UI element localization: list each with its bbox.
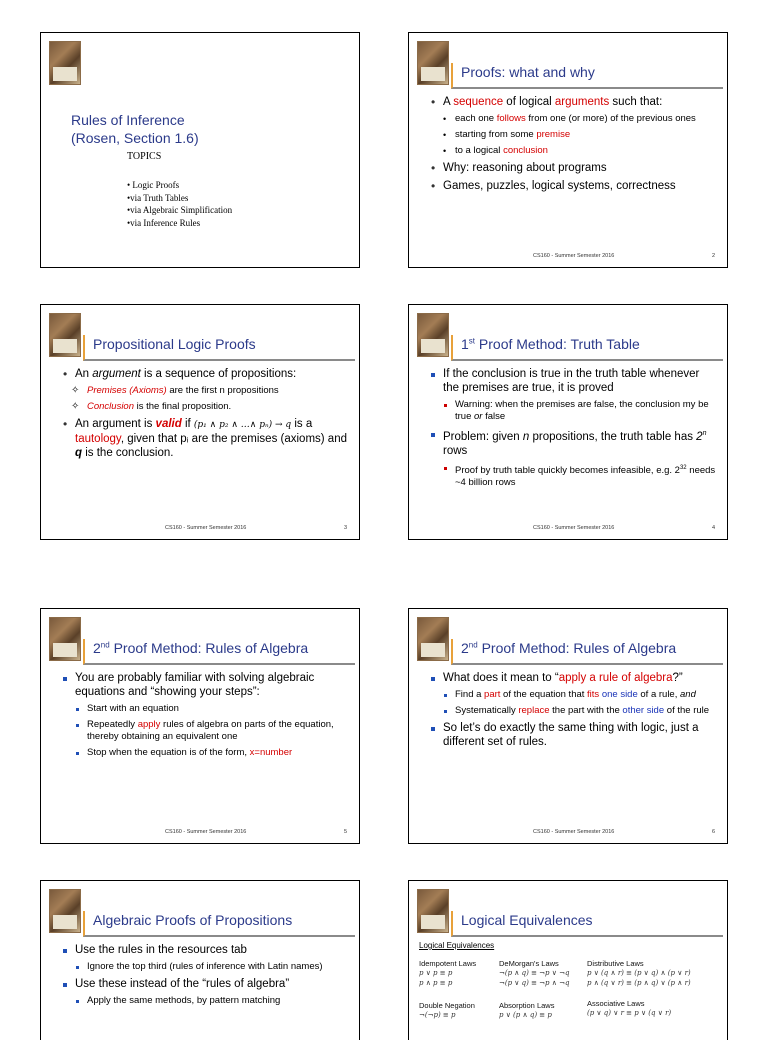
law-heading: Associative Laws [587, 999, 645, 1008]
book-logo-icon [49, 889, 81, 933]
slide-title [71, 111, 199, 147]
slide-footer [41, 829, 359, 839]
law-line: ¬(p ∧ q) ≡ ¬p ∨ ¬q [499, 969, 570, 977]
bullet: What does it mean to “apply a rule of algebra?” [429, 671, 717, 685]
list-item: •via Truth Tables [127, 192, 189, 203]
slide-title: Proofs: what and why [461, 64, 595, 80]
book-logo-icon [417, 41, 449, 85]
slide-footer [409, 253, 727, 263]
sub-bullet: Stop when the equation is of the form, x=number [61, 747, 349, 759]
title-line: Rules of Inference [71, 112, 185, 128]
law-block [587, 959, 691, 988]
footer-course: CS160 - Summer Semester 2016 [165, 525, 247, 531]
slide-number: 4 [711, 525, 715, 531]
slide-body [61, 943, 349, 1011]
slide-7 [40, 880, 360, 1040]
slide-3 [40, 304, 360, 540]
bullet: Problem: given n propositions, the truth table has 2$^n$ rows [429, 427, 717, 458]
bullet: Use these instead of the “rules of algebra” [61, 977, 349, 991]
slide-title: 2nd Proof Method: Rules of Algebra [93, 640, 309, 656]
slide-title: 1st Proof Method: Truth Table [461, 336, 640, 352]
sub-bullet: Apply the same methods, by pattern matching [61, 995, 349, 1007]
slide-body [61, 671, 349, 763]
sub-bullet: Ignore the top third (rules of inference with Latin names) [61, 961, 349, 973]
law-line: p ∨ p ≡ p [419, 969, 453, 977]
footer-course: CS160 - Summer Semester 2016 [533, 525, 615, 531]
sub-bullet: Repeatedly apply rules of algebra on parts of the equation, thereby obtaining an equivalent one [61, 719, 349, 743]
slide-1 [40, 32, 360, 268]
slide-5 [40, 608, 360, 844]
footer-course: CS160 - Summer Semester 2016 [533, 253, 615, 259]
footer-course: CS160 - Summer Semester 2016 [165, 829, 247, 835]
book-logo-icon [49, 617, 81, 661]
slide-number: 6 [711, 829, 715, 835]
slide-number: 2 [711, 253, 715, 259]
bullet: If the conclusion is true in the truth table whenever the premises are true, it is proved [429, 367, 717, 395]
law-block [499, 959, 569, 988]
slide-footer [409, 525, 727, 535]
book-logo-icon [49, 313, 81, 357]
slide-footer [41, 525, 359, 535]
law-heading: DeMorgan's Laws [499, 959, 559, 968]
bullet: • A sequence of logical arguments such that: [429, 95, 717, 109]
list-item: • Logic Proofs [127, 180, 180, 190]
bullet: Use the rules in the resources tab [61, 943, 349, 957]
slide-8 [408, 880, 728, 1040]
slide-title: Propositional Logic Proofs [93, 336, 256, 352]
sub-bullet: Systematically replace the part with the other side of the rule [429, 705, 717, 717]
list-item: •via Inference Rules [127, 217, 201, 228]
law-heading: Idempotent Laws [419, 959, 477, 968]
slide-body [429, 95, 717, 197]
bullet: So let’s do exactly the same thing with logic, just a different set of rules. [429, 721, 717, 749]
law-line: p ∨ (q ∧ r) ≡ (p ∨ q) ∧ (p ∨ r) [587, 969, 691, 977]
sub-bullet: ✧ Premises (Axioms) are the first n propositions [61, 385, 349, 397]
slide-4 [408, 304, 728, 540]
slide-footer [409, 829, 727, 839]
slide-body [429, 367, 717, 493]
sub-bullet: • starting from some premise [429, 129, 717, 141]
law-block [419, 959, 476, 988]
slide-title: Algebraic Proofs of Propositions [93, 912, 293, 928]
book-logo-icon [417, 889, 449, 933]
sub-bullet: Start with an equation [61, 703, 349, 715]
sub-bullet: • to a logical conclusion [429, 145, 717, 157]
slide-title: Logical Equivalences [461, 912, 593, 928]
footer-course: CS160 - Summer Semester 2016 [533, 829, 615, 835]
topics-list [127, 179, 232, 229]
bullet: • Why: reasoning about programs [429, 161, 717, 175]
law-line: p ∨ (p ∧ q) ≡ p [499, 1011, 552, 1019]
slide-6 [408, 608, 728, 844]
law-line: ¬(¬p) ≡ p [419, 1011, 456, 1019]
bullet: • An argument is a sequence of propositions: [61, 367, 349, 381]
book-logo-icon [417, 313, 449, 357]
sub-bullet: ✧ Conclusion is the final proposition. [61, 401, 349, 413]
law-line: (p ∨ q) ∨ r ≡ p ∨ (q ∨ r) [587, 1009, 672, 1017]
slide-body [61, 367, 349, 464]
sub-bullet: Proof by truth table quickly becomes infeasible, e.g. $2^{32}$ needs ~4 billion rows [429, 462, 717, 489]
topics-heading: TOPICS [127, 151, 162, 162]
list-item: •via Algebraic Simplification [127, 205, 233, 215]
slide-2 [408, 32, 728, 268]
bullet: You are probably familiar with solving algebraic equations and “showing your steps”: [61, 671, 349, 699]
law-block [499, 1001, 554, 1020]
law-block [587, 999, 671, 1018]
slide-number: 5 [343, 829, 347, 835]
law-heading: Double Negation [419, 1001, 475, 1010]
law-line: ¬(p ∨ q) ≡ ¬p ∧ ¬q [499, 979, 570, 987]
formula: (p₁ ∧ p₂ ∧ …∧ pₙ) → q [193, 420, 292, 430]
slide-body [429, 671, 717, 753]
title-line: (Rosen, Section 1.6) [71, 130, 199, 146]
sub-bullet: • each one follows from one (or more) of the previous ones [429, 113, 717, 125]
law-block [419, 1001, 475, 1020]
sub-bullet: Warning: when the premises are false, the conclusion my be true or false [429, 399, 717, 423]
book-logo-icon [417, 617, 449, 661]
bullet: • An argument is valid if (p₁ ∧ p₂ ∧ …∧ pₙ) → q is a tautology, given that pᵢ are the premises (axioms) and q is the conclusion. [61, 417, 349, 460]
slide-number: 3 [343, 525, 347, 531]
equivalences-subtitle: Logical Equivalences [419, 941, 495, 950]
sub-bullet: Find a part of the equation that fits one side of a rule, and [429, 689, 717, 701]
law-line: p ∧ p ≡ p [419, 979, 453, 987]
bullet: • Games, puzzles, logical systems, correctness [429, 179, 717, 193]
law-line: p ∧ (q ∨ r) ≡ (p ∧ q) ∨ (p ∧ r) [587, 979, 691, 987]
book-logo-icon [49, 41, 81, 85]
law-heading: Absorption Laws [499, 1001, 555, 1010]
law-heading: Distributive Laws [587, 959, 644, 968]
slide-title: 2nd Proof Method: Rules of Algebra [461, 640, 677, 656]
